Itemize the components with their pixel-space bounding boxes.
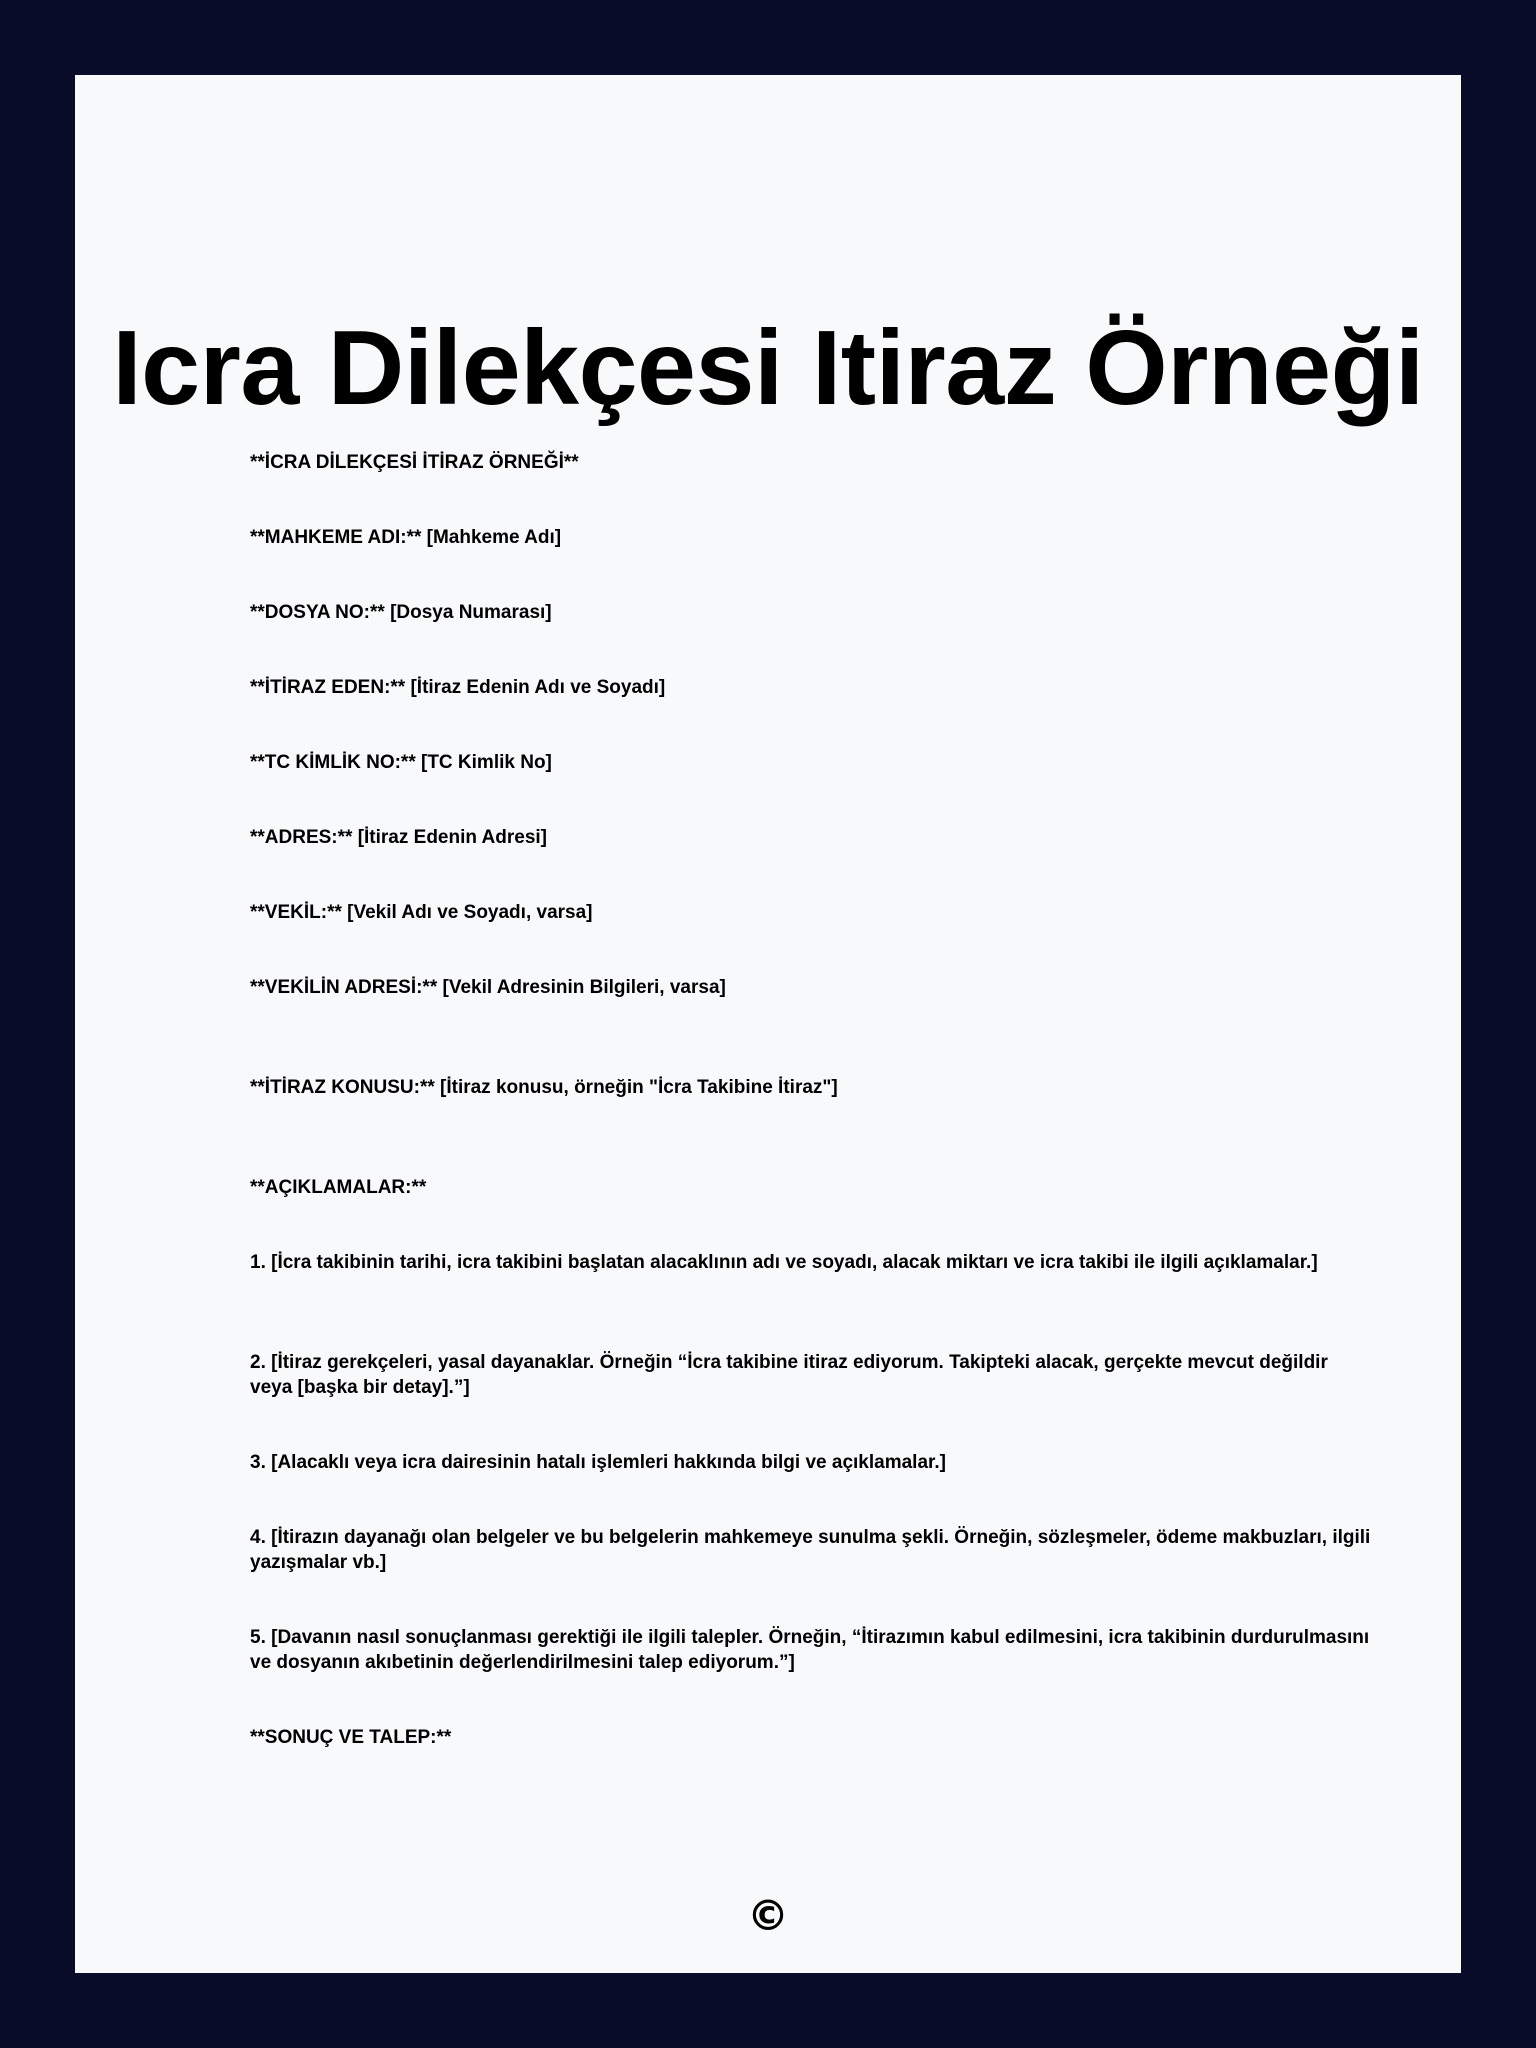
explanation-item-3: 3. [Alacaklı veya icra dairesinin hatalı işlemleri hakkında bilgi ve açıklamalar.] xyxy=(250,1452,946,1473)
field-objector: **İTİRAZ EDEN:** [İtiraz Edenin Adı ve Soyadı] xyxy=(250,677,666,698)
conclusion-heading: **SONUÇ VE TALEP:** xyxy=(250,1727,452,1748)
objection-subject: **İTİRAZ KONUSU:** [İtiraz konusu, örneğin "İcra Takibine İtiraz"] xyxy=(250,1077,838,1098)
field-address: **ADRES:** [İtiraz Edenin Adresi] xyxy=(250,827,548,848)
explanation-item-5: 5. [Davanın nasıl sonuçlanması gerektiği ile ilgili talepler. Örneğin, “İtirazımın kabul edilmesini, icra takibinin durdurulmasını ve dosyanın akıbetinin değerlendirilmesini talep ediyorum.”] xyxy=(250,1627,1375,1673)
page-title: Icra Dilekçesi Itiraz Örneği xyxy=(112,309,1424,427)
explanation-item-4: 4. [İtirazın dayanağı olan belgeler ve bu belgelerin mahkemeye sunulma şekli. Örneğin, sözleşmeler, ödeme makbuzları, ilgili yazışmalar vb.] xyxy=(250,1527,1376,1573)
field-tc-id: **TC KİMLİK NO:** [TC Kimlik No] xyxy=(250,752,552,773)
document-heading: **İCRA DİLEKÇESİ İTİRAZ ÖRNEĞİ** xyxy=(250,452,579,473)
copyright-icon: © xyxy=(747,1891,789,1940)
field-attorney: **VEKİL:** [Vekil Adı ve Soyadı, varsa] xyxy=(250,902,593,923)
field-file-number: **DOSYA NO:** [Dosya Numarası] xyxy=(250,602,552,623)
explanation-item-1: 1. [İcra takibinin tarihi, icra takibini başlatan alacaklının adı ve soyadı, alacak miktarı ve icra takibi ile ilgili açıklamalar.] xyxy=(250,1252,1318,1273)
document-page xyxy=(75,75,1461,1973)
explanations-heading: **AÇIKLAMALAR:** xyxy=(250,1177,427,1198)
explanation-item-2: 2. [İtiraz gerekçeleri, yasal dayanaklar. Örneğin “İcra takibine itiraz ediyorum. Takipteki alacak, gerçekte mevcut değildir veya [başka bir detay].”] xyxy=(250,1352,1334,1398)
field-attorney-address: **VEKİLİN ADRESİ:** [Vekil Adresinin Bilgileri, varsa] xyxy=(250,977,726,998)
field-court-name: **MAHKEME ADI:** [Mahkeme Adı] xyxy=(250,527,562,548)
